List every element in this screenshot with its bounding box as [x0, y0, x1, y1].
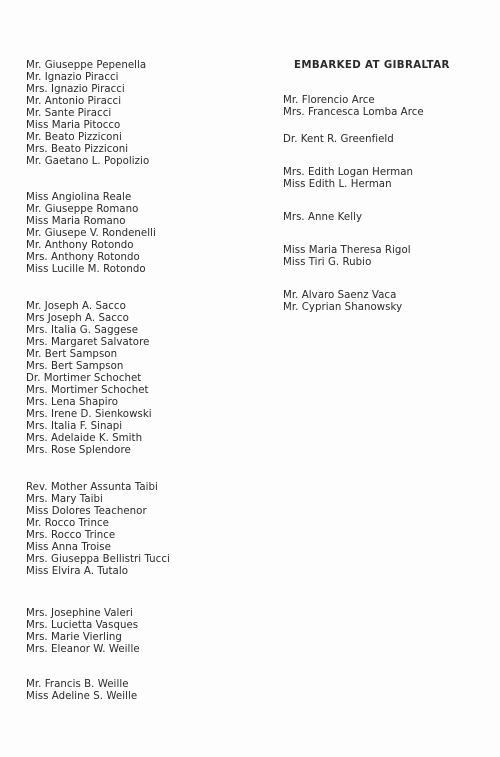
passenger-name: Miss Maria Romano — [26, 216, 126, 227]
passenger-name: Mrs. Francesca Lomba Arce — [283, 107, 424, 118]
passenger-name: Miss Maria Theresa Rigol — [283, 245, 411, 256]
right-column — [283, 60, 483, 314]
passenger-name: Mrs. Bert Sampson — [26, 361, 124, 372]
passenger-name: Mrs. Lena Shapiro — [26, 397, 118, 408]
passenger-name: Mrs. Rose Splendore — [26, 445, 131, 456]
passenger-name: Dr. Mortimer Schochet — [26, 373, 142, 384]
name-group-p — [26, 60, 246, 168]
gibraltar-group-r — [283, 245, 483, 269]
passenger-name: Mr. Gaetano L. Popolizio — [26, 156, 150, 167]
passenger-name: Mr. Cyprian Shanowsky — [283, 302, 403, 313]
passenger-name: Miss Dolores Teachenor — [26, 506, 147, 517]
passenger-name: Dr. Kent R. Greenfield — [283, 134, 394, 145]
passenger-name: Mr. Florencio Arce — [283, 95, 375, 106]
passenger-name: Mr. Antonio Piracci — [26, 96, 122, 107]
passenger-name: Mrs. Rocco Trince — [26, 530, 116, 541]
passenger-name: Rev. Mother Assunta Taibi — [26, 482, 158, 493]
passenger-name: Mrs. Lucietta Vasques — [26, 620, 139, 631]
passenger-name: Miss Angiolina Reale — [26, 192, 132, 203]
passenger-name: Miss Edith L. Herman — [283, 179, 392, 190]
passenger-name: Miss Anna Troise — [26, 542, 111, 553]
passenger-name: Mrs. Adelaide K. Smith — [26, 433, 143, 444]
name-group-t — [26, 482, 246, 578]
name-group-w — [26, 679, 246, 703]
section-heading: EMBARKED AT GIBRALTAR — [294, 60, 450, 71]
passenger-name: Mrs. Josephine Valeri — [26, 608, 133, 619]
passenger-name: Mr. Francis B. Weille — [26, 679, 129, 690]
passenger-name: Mrs. Anthony Rotondo — [26, 252, 140, 263]
passenger-name: Mrs. Irene D. Sienkowski — [26, 409, 152, 420]
passenger-name: Mrs. Edith Logan Herman — [283, 167, 414, 178]
gibraltar-group-g — [283, 134, 483, 146]
passenger-name: Miss Tiri G. Rubio — [283, 257, 372, 268]
passenger-name: Mrs. Margaret Salvatore — [26, 337, 150, 348]
passenger-name: Mr. Alvaro Saenz Vaca — [283, 290, 397, 301]
passenger-name: Miss Maria Pitocco — [26, 120, 121, 131]
gibraltar-group-k — [283, 212, 483, 224]
passenger-name: Mr. Bert Sampson — [26, 349, 118, 360]
name-group-s — [26, 301, 246, 457]
passenger-name: Mr. Joseph A. Sacco — [26, 301, 126, 312]
passenger-name: Mr. Giusepe V. Rondenelli — [26, 228, 156, 239]
passenger-name: Mr. Ignazio Piracci — [26, 72, 119, 83]
passenger-name: Mrs. Ignazio Piracci — [26, 84, 125, 95]
passenger-name: Mr. Giuseppe Romano — [26, 204, 139, 215]
passenger-name: Miss Adeline S. Weille — [26, 691, 138, 702]
passenger-name: Mr. Sante Piracci — [26, 108, 112, 119]
gibraltar-group-s — [283, 290, 483, 314]
passenger-name: Mrs. Beato Pizziconi — [26, 144, 129, 155]
passenger-name: Mrs. Marie Vierling — [26, 632, 122, 643]
passenger-name: Miss Elvira A. Tutalo — [26, 566, 129, 577]
passenger-name: Mrs Joseph A. Sacco — [26, 313, 129, 324]
passenger-name: Mrs. Italia G. Saggese — [26, 325, 139, 336]
passenger-name: Miss Lucille M. Rotondo — [26, 264, 146, 275]
left-column — [26, 60, 246, 703]
gibraltar-group-h — [283, 167, 483, 191]
passenger-name: Mrs. Giuseppa Bellistri Tucci — [26, 554, 170, 565]
name-group-r — [26, 192, 246, 276]
passenger-name: Mrs. Mortimer Schochet — [26, 385, 149, 396]
passenger-name: Mrs. Mary Taibi — [26, 494, 103, 505]
passenger-name: Mrs. Eleanor W. Weille — [26, 644, 140, 655]
passenger-name: Mr. Anthony Rotondo — [26, 240, 134, 251]
gibraltar-group-a — [283, 95, 483, 119]
passenger-name: Mr. Beato Pizziconi — [26, 132, 122, 143]
passenger-name: Mr. Giuseppe Pepenella — [26, 60, 147, 71]
name-group-v — [26, 608, 246, 656]
passenger-name: Mr. Rocco Trince — [26, 518, 109, 529]
passenger-name: Mrs. Anne Kelly — [283, 212, 363, 223]
passenger-name: Mrs. Italia F. Sinapi — [26, 421, 123, 432]
